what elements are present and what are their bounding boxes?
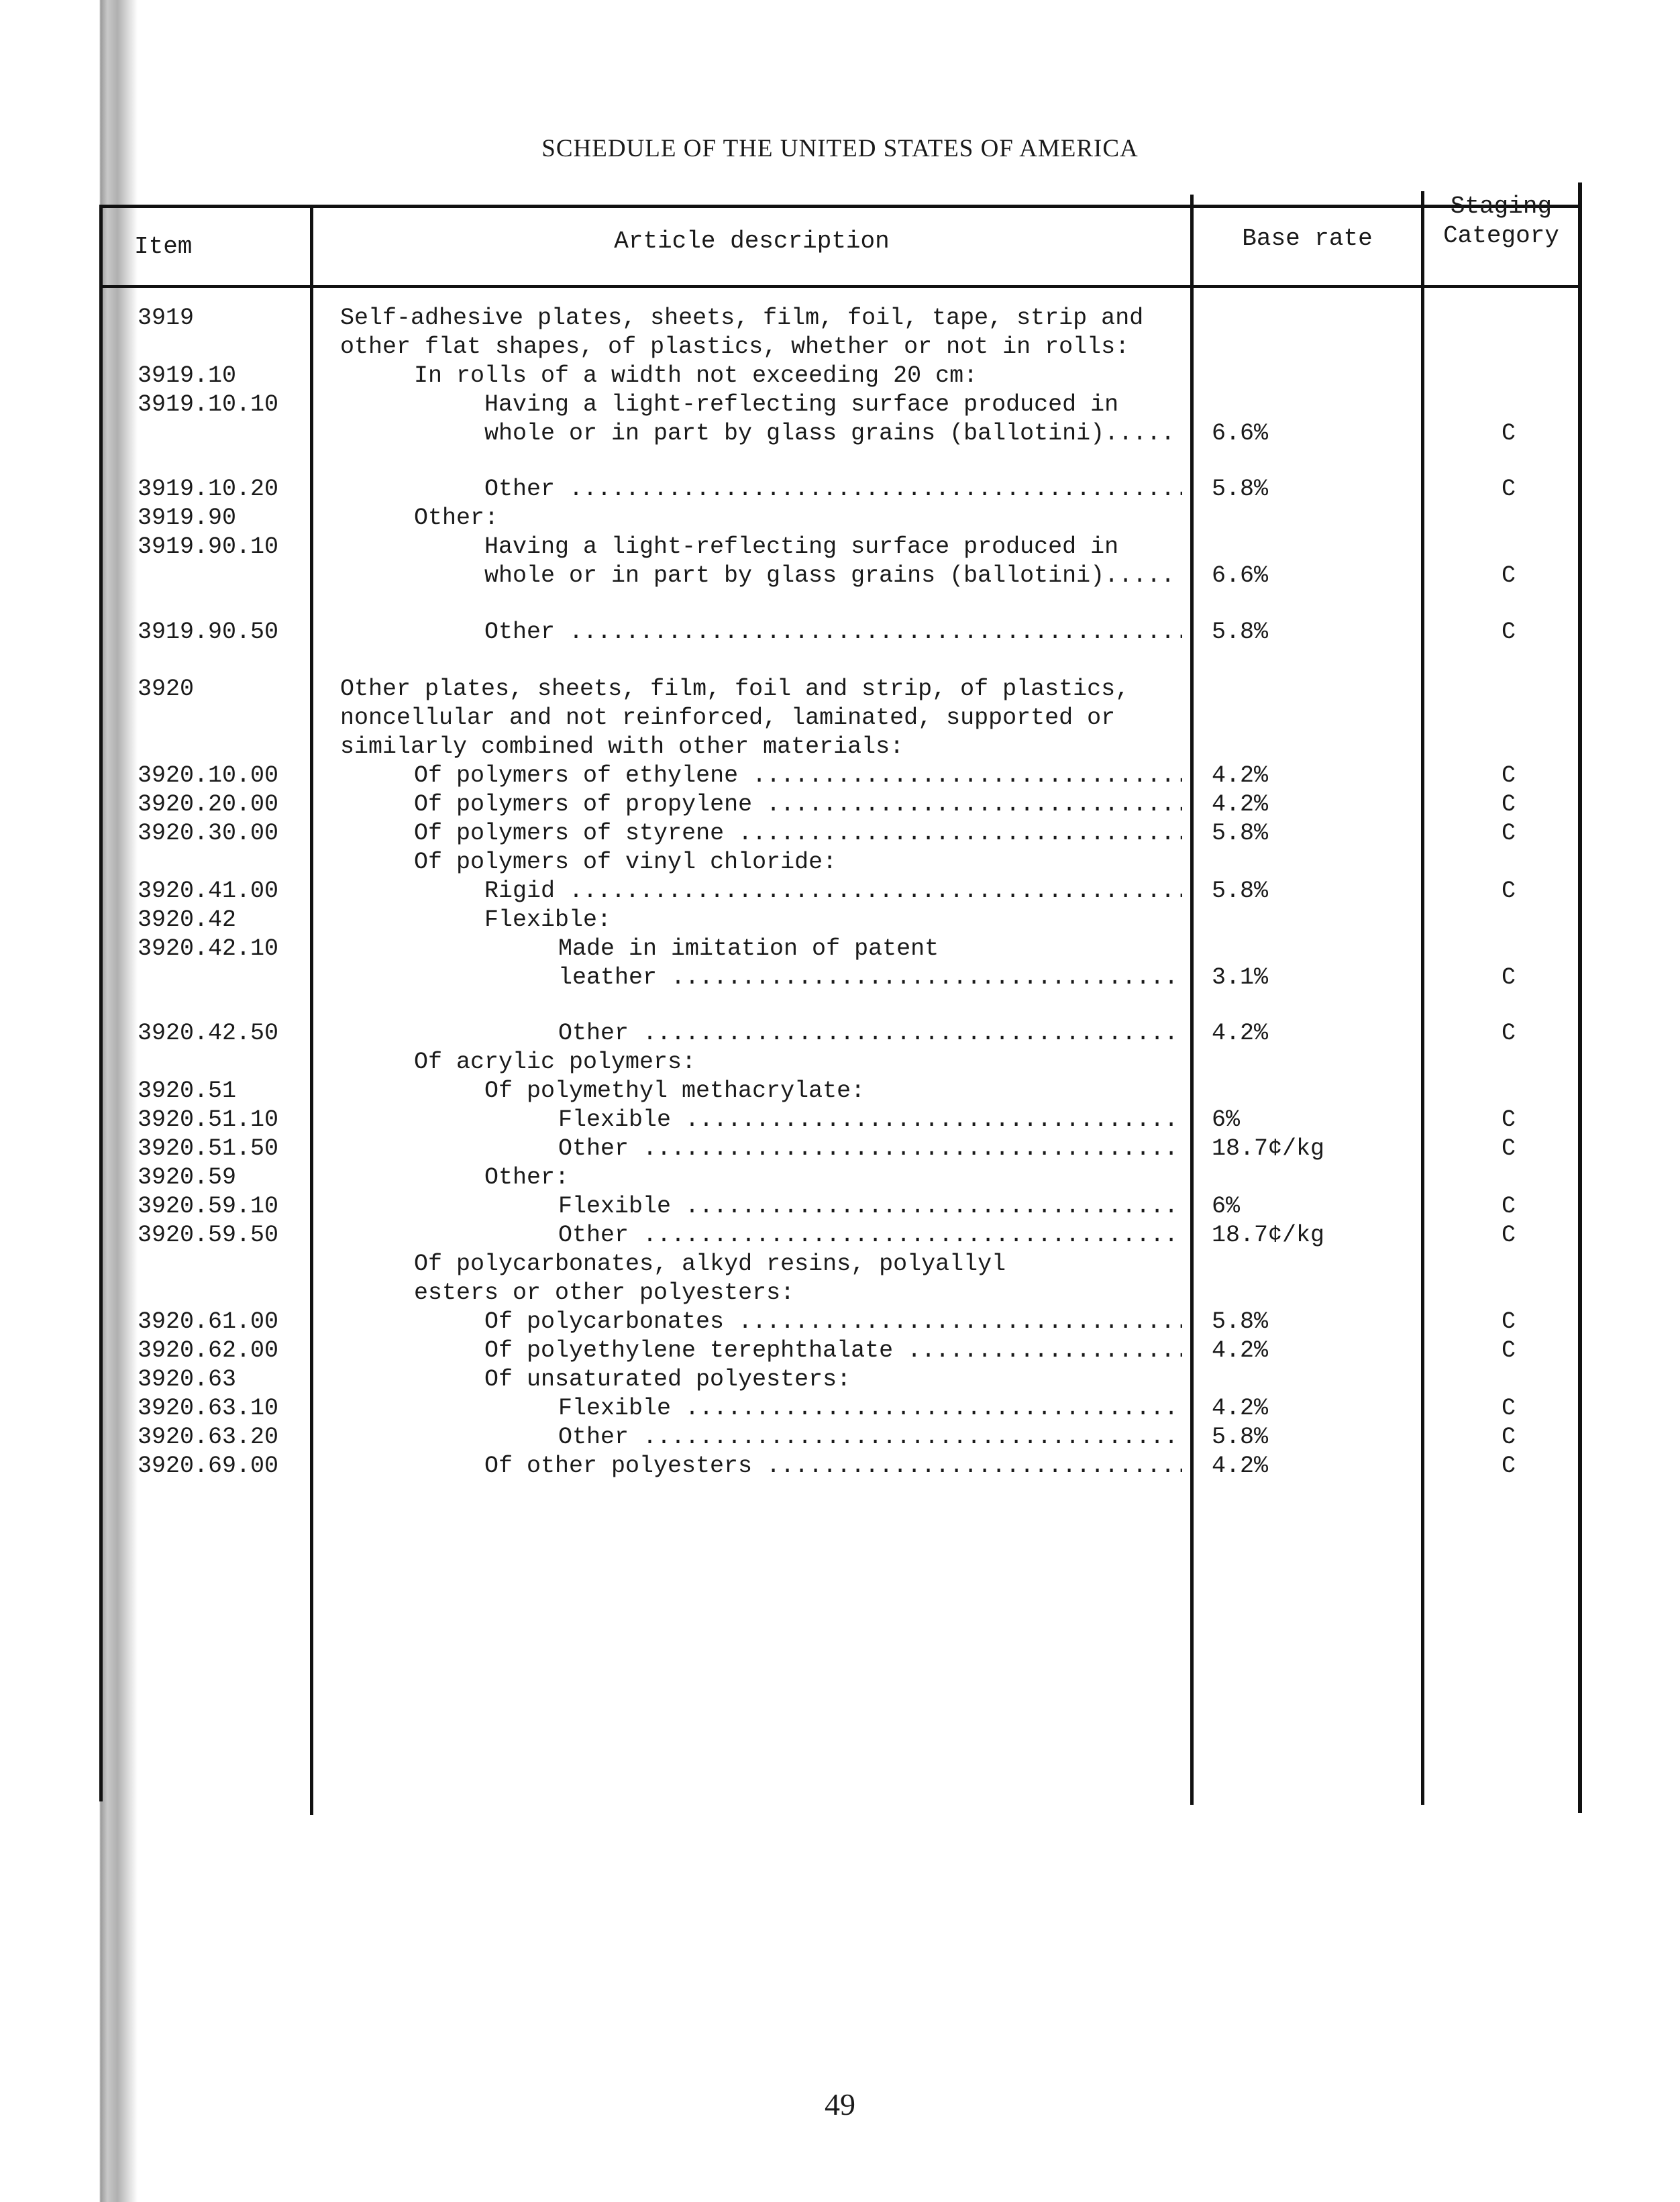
item-code: 3920.30.00	[138, 820, 279, 847]
header-bottom-border	[99, 285, 1581, 288]
staging-category: C	[1502, 1135, 1516, 1162]
table-row	[0, 532, 1680, 562]
staging-category: C	[1502, 619, 1516, 645]
table-row	[0, 419, 1680, 448]
article-description: Of polymers of vinyl chloride:	[414, 849, 837, 876]
page-number: 49	[825, 2087, 855, 2121]
table-row	[0, 1451, 1680, 1481]
item-code: 3920.59.10	[138, 1193, 279, 1220]
base-rate: 18.7¢/kg	[1212, 1135, 1325, 1162]
article-description: similarly combined with other materials:	[340, 733, 904, 760]
article-description: Other .....	[484, 474, 1182, 504]
article-description: Self-adhesive plates, sheets, film, foil, tape, strip and	[340, 305, 1144, 331]
article-description: Flexible:	[484, 906, 612, 933]
table-row	[0, 1192, 1680, 1221]
article-description: leather .....	[558, 963, 1182, 992]
base-rate: 5.8%	[1212, 1424, 1269, 1451]
base-rate: 6%	[1212, 1193, 1241, 1220]
article-description: Of unsaturated polyesters:	[484, 1366, 851, 1393]
item-code: 3920.63.20	[138, 1424, 279, 1451]
article-description: Flexible .....	[558, 1105, 1182, 1135]
table-row	[0, 1163, 1680, 1192]
staging-category: C	[1502, 1020, 1516, 1047]
table-row	[0, 703, 1680, 733]
staging-category: C	[1502, 791, 1516, 818]
article-description: Other .....	[558, 1134, 1182, 1163]
item-code: 3920.59	[138, 1164, 237, 1191]
article-description: Other:	[414, 505, 499, 531]
column-header-base-rate: Base rate	[1242, 225, 1373, 252]
table-row	[0, 790, 1680, 819]
article-description: Of polymers of styrene .....	[414, 819, 1182, 848]
base-rate: 6.6%	[1212, 420, 1269, 447]
base-rate: 6.6%	[1212, 562, 1269, 589]
staging-category: C	[1502, 1395, 1516, 1422]
item-code: 3919.90.10	[138, 533, 279, 560]
staging-category: C	[1502, 476, 1516, 503]
article-description: Other .....	[558, 1018, 1182, 1048]
table-row	[0, 561, 1680, 590]
table-row	[0, 1134, 1680, 1163]
table-row	[0, 876, 1680, 906]
article-description: Other .....	[484, 617, 1182, 647]
table-row	[0, 1365, 1680, 1394]
article-description: Other:	[484, 1164, 570, 1191]
base-rate: 4.2%	[1212, 1020, 1269, 1047]
staging-category: C	[1502, 878, 1516, 904]
item-code: 3919.10	[138, 362, 237, 389]
table-row	[0, 934, 1680, 963]
table-row	[0, 761, 1680, 790]
base-rate: 5.8%	[1212, 878, 1269, 904]
staging-category: C	[1502, 1337, 1516, 1364]
staging-category: C	[1502, 562, 1516, 589]
item-code: 3920.41.00	[138, 878, 279, 904]
base-rate: 4.2%	[1212, 762, 1269, 789]
article-description: Of polymers of propylene .....	[414, 790, 1182, 819]
article-description: Flexible .....	[558, 1394, 1182, 1423]
staging-category: C	[1502, 1193, 1516, 1220]
item-code: 3919.10.20	[138, 476, 279, 503]
column-header-item: Item	[134, 233, 193, 260]
item-code: 3920.42.50	[138, 1020, 279, 1047]
item-code: 3920.59.50	[138, 1222, 279, 1249]
article-description: Made in imitation of patent	[558, 935, 939, 962]
article-description: Of polycarbonates .....	[484, 1307, 1182, 1336]
item-code: 3920.63.10	[138, 1395, 279, 1422]
item-code: 3920.51	[138, 1078, 237, 1104]
column-header-description: Article description	[614, 227, 890, 255]
staging-line-2: Category	[1443, 222, 1559, 250]
table-row	[0, 674, 1680, 704]
staging-category: C	[1502, 420, 1516, 447]
staging-category: C	[1502, 762, 1516, 789]
article-description: Of acrylic polymers:	[414, 1049, 696, 1076]
article-description: Of polymers of ethylene .....	[414, 761, 1182, 790]
table-row	[0, 963, 1680, 992]
base-rate: 4.2%	[1212, 791, 1269, 818]
table-row	[0, 1249, 1680, 1279]
base-rate: 5.8%	[1212, 1308, 1269, 1335]
table-row	[0, 1076, 1680, 1106]
table-row	[0, 1018, 1680, 1048]
item-code: 3920.61.00	[138, 1308, 279, 1335]
staging-category: C	[1502, 1106, 1516, 1133]
table-row	[0, 1220, 1680, 1250]
table-row	[0, 617, 1680, 647]
item-code: 3920	[138, 676, 195, 702]
staging-category: C	[1502, 1222, 1516, 1249]
staging-category: C	[1502, 820, 1516, 847]
staging-line-1: Staging	[1450, 193, 1553, 220]
item-code: 3919.90	[138, 505, 237, 531]
table-row	[0, 390, 1680, 419]
article-description: Having a light-reflecting surface produced in	[484, 533, 1119, 560]
item-code: 3920.62.00	[138, 1337, 279, 1364]
article-description: esters or other polyesters:	[414, 1279, 795, 1306]
table-row	[0, 1047, 1680, 1077]
item-code: 3920.69.00	[138, 1453, 279, 1479]
article-description: whole or in part by glass grains (ballotini).....	[484, 420, 1175, 447]
table-row	[0, 1307, 1680, 1336]
article-description: Of polyethylene terephthalate .....	[484, 1336, 1182, 1365]
item-code: 3920.63	[138, 1366, 237, 1393]
article-description: Other .....	[558, 1422, 1182, 1452]
staging-category: C	[1502, 964, 1516, 991]
column-header-staging	[1424, 192, 1578, 251]
table-top-border	[99, 205, 1581, 208]
article-description: Other plates, sheets, film, foil and strip, of plastics,	[340, 676, 1130, 702]
article-description: Of polycarbonates, alkyd resins, polyallyl	[414, 1251, 1006, 1277]
table-row	[0, 819, 1680, 848]
table-row	[0, 332, 1680, 362]
item-code: 3919	[138, 305, 195, 331]
table-row	[0, 1278, 1680, 1308]
article-description: noncellular and not reinforced, laminated, supported or	[340, 704, 1116, 731]
base-rate: 4.2%	[1212, 1395, 1269, 1422]
article-description: other flat shapes, of plastics, whether or not in rolls:	[340, 333, 1130, 360]
table-row	[0, 1336, 1680, 1365]
article-description: Flexible .....	[558, 1192, 1182, 1221]
table-row	[0, 732, 1680, 762]
article-description: Other .....	[558, 1220, 1182, 1250]
item-code: 3920.51.50	[138, 1135, 279, 1162]
base-rate: 4.2%	[1212, 1337, 1269, 1364]
table-row	[0, 503, 1680, 533]
base-rate: 6%	[1212, 1106, 1241, 1133]
item-code: 3920.42.10	[138, 935, 279, 962]
table-row	[0, 1422, 1680, 1452]
table-row	[0, 474, 1680, 504]
table-row	[0, 1394, 1680, 1423]
article-description: Of other polyesters .....	[484, 1451, 1182, 1481]
item-code: 3920.10.00	[138, 762, 279, 789]
table-row	[0, 303, 1680, 333]
table-row	[0, 905, 1680, 935]
base-rate: 3.1%	[1212, 964, 1269, 991]
base-rate: 5.8%	[1212, 820, 1269, 847]
item-code: 3919.90.50	[138, 619, 279, 645]
table-row	[0, 847, 1680, 877]
staging-category: C	[1502, 1453, 1516, 1479]
base-rate: 5.8%	[1212, 476, 1269, 503]
table-row	[0, 361, 1680, 390]
article-description: Rigid .....	[484, 876, 1182, 906]
table-row	[0, 1105, 1680, 1135]
staging-category: C	[1502, 1308, 1516, 1335]
item-code: 3920.42	[138, 906, 237, 933]
item-code: 3920.20.00	[138, 791, 279, 818]
base-rate: 5.8%	[1212, 619, 1269, 645]
page-title: SCHEDULE OF THE UNITED STATES OF AMERICA	[541, 135, 1139, 162]
base-rate: 4.2%	[1212, 1453, 1269, 1479]
item-code: 3920.51.10	[138, 1106, 279, 1133]
staging-category: C	[1502, 1424, 1516, 1451]
item-code: 3919.10.10	[138, 391, 279, 418]
article-description: Of polymethyl methacrylate:	[484, 1078, 865, 1104]
article-description: Having a light-reflecting surface produced in	[484, 391, 1119, 418]
article-description: whole or in part by glass grains (ballotini).....	[484, 562, 1175, 589]
base-rate: 18.7¢/kg	[1212, 1222, 1325, 1249]
article-description: In rolls of a width not exceeding 20 cm:	[414, 362, 978, 389]
